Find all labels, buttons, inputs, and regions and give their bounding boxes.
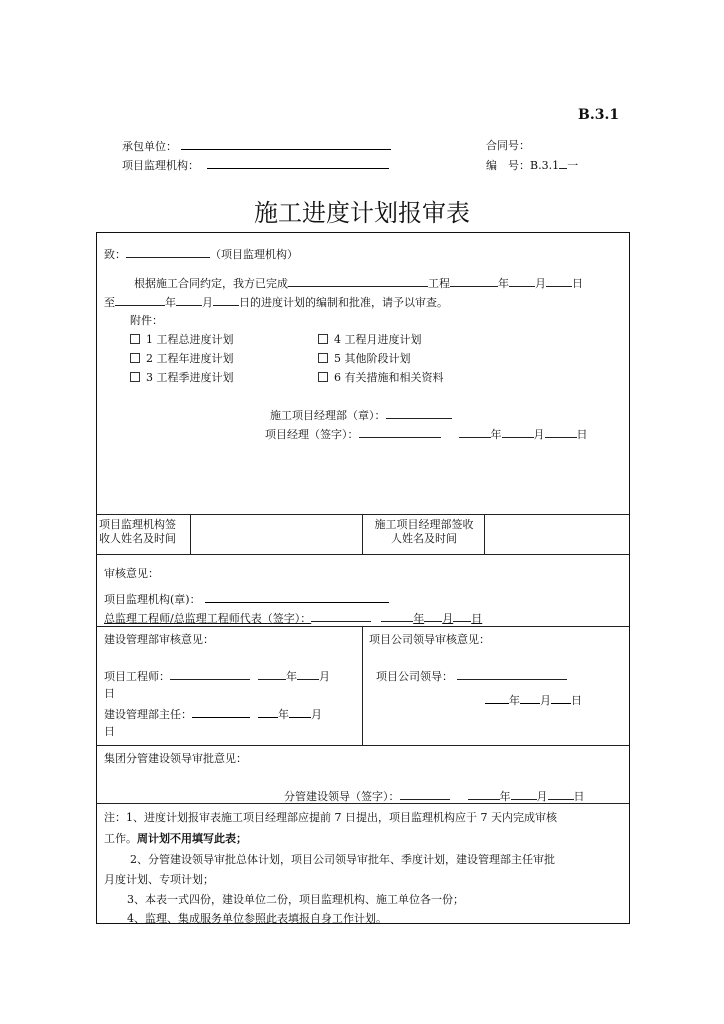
text: 月 [535, 277, 546, 290]
director-input[interactable] [192, 707, 250, 718]
attachment-2[interactable] [130, 352, 234, 366]
note-2: 2、分管建设领导审批总体计划，项目公司领导审批年、季度计划，建设管理部主任审批 [130, 853, 555, 866]
month-input[interactable] [297, 669, 319, 680]
note-3: 3、本表一式四份，建设单位二份，项目监理机构、施工单位各一份； [127, 893, 464, 906]
checkbox[interactable] [318, 334, 328, 344]
text: 月 [319, 670, 330, 683]
mgmt-label: 建设管理部审核意见： [104, 633, 214, 646]
serial-blank[interactable] [559, 158, 567, 169]
attachment-4[interactable] [318, 333, 422, 347]
text: 施工项目经理部签收 [374, 518, 474, 531]
group-label: 集团分管建设领导审批意见： [104, 752, 247, 765]
text: 项目监理机构签 [99, 518, 176, 531]
month-input[interactable] [511, 789, 537, 800]
serial-value: B.3.1 [530, 159, 560, 172]
attachment-3[interactable] [130, 371, 234, 385]
divider [190, 514, 191, 554]
note-bold: 周计划不用填写此表； [137, 832, 247, 845]
page-title: 施工进度计划报审表 [254, 199, 470, 227]
attachment-label: 3 工程季进度计划 [146, 371, 234, 384]
month-input[interactable] [502, 427, 534, 438]
company-label: 项目公司领导审核意见： [369, 633, 490, 646]
to-line [104, 247, 298, 262]
dept-seal-line [270, 408, 452, 423]
month-input[interactable] [520, 693, 540, 704]
year-input[interactable] [468, 789, 500, 800]
attachment-5[interactable] [318, 352, 411, 366]
checkbox[interactable] [318, 372, 328, 382]
text: 项目工程师： [104, 670, 170, 683]
text: 日 [471, 612, 483, 625]
supervisor-receipt-input[interactable] [193, 516, 361, 553]
text: 月 [202, 296, 213, 309]
text: 日 [571, 694, 582, 707]
review-label: 审核意见： [104, 567, 159, 580]
chief-sign-input[interactable] [311, 611, 371, 622]
text: 日 [576, 428, 588, 441]
year-input[interactable] [485, 693, 509, 704]
text: 年 [490, 428, 502, 441]
attachment-label: 2 工程年进度计划 [146, 352, 234, 365]
pm-sign-input[interactable] [359, 427, 441, 438]
text: 日 [572, 277, 583, 290]
checkbox[interactable] [130, 372, 140, 382]
checkbox[interactable] [130, 334, 140, 344]
text: 年 [413, 612, 425, 625]
text: 年 [286, 670, 297, 683]
attachment-label: 1 工程总进度计划 [146, 333, 234, 346]
text: 施工项目经理部（章）： [270, 409, 386, 422]
start-year-input[interactable] [450, 276, 498, 287]
day-input[interactable] [551, 693, 571, 704]
text: 项目监理机构(章)： [104, 593, 201, 606]
checkbox[interactable] [318, 353, 328, 363]
leader-line [376, 669, 567, 684]
contractor-input[interactable] [181, 139, 391, 150]
to-input[interactable] [126, 247, 210, 258]
director-day: 日 [104, 725, 115, 738]
engineer-line [104, 669, 330, 684]
text: 日 [573, 790, 585, 803]
attachment-1[interactable] [130, 333, 234, 347]
text: 年 [165, 296, 176, 309]
receipt-right-label [365, 518, 483, 546]
supervisor-label: 项目监理机构： [122, 159, 199, 172]
pm-sign-line [265, 427, 588, 442]
divider [484, 514, 485, 554]
text: 月 [442, 612, 454, 625]
text: 日的进度计划的编制和批准，请予以审查。 [239, 296, 448, 309]
checkbox[interactable] [130, 353, 140, 363]
contractor-receipt-input[interactable] [486, 516, 626, 553]
leader-date [485, 693, 582, 708]
text: 月 [536, 790, 548, 803]
day-input[interactable] [453, 611, 471, 622]
text: 月 [533, 428, 545, 441]
divider [96, 745, 629, 746]
text: 根据施工合同约定，我方已完成 [134, 277, 288, 290]
text: 总监理工程师/总监理工程师代表（签字）： [104, 612, 312, 625]
engineer-day: 日 [104, 687, 115, 700]
attachment-6[interactable] [318, 371, 444, 385]
chief-sign-line [104, 611, 482, 626]
year-input[interactable] [258, 669, 286, 680]
end-month-input[interactable] [176, 295, 202, 306]
director-line [104, 707, 322, 722]
text: 项目经理（签字）： [265, 428, 359, 441]
review-seal-input[interactable] [205, 592, 389, 603]
text: 工作。 [104, 832, 137, 845]
end-year-input[interactable] [115, 295, 165, 306]
form-code: B.3.1 [578, 107, 620, 123]
text: 收人姓名及时间 [99, 532, 176, 545]
attachments-label: 附件： [130, 314, 163, 327]
review-seal-line [104, 592, 389, 607]
group-sign-line [284, 789, 585, 804]
day-input[interactable] [548, 789, 574, 800]
text: 月 [311, 708, 322, 721]
divider [362, 626, 363, 745]
text: 项目公司领导： [376, 670, 453, 683]
note-1-cont [104, 832, 247, 846]
supervisor-input[interactable] [207, 158, 389, 169]
contractor-label: 承包单位： [122, 140, 177, 153]
divider [362, 514, 363, 554]
text: 年 [498, 277, 509, 290]
attachment-label: 6 有关措施和相关资料 [334, 371, 444, 384]
leader-input[interactable] [457, 669, 567, 680]
contract-no-label: 合同号： [486, 139, 530, 152]
project-input[interactable] [288, 276, 428, 287]
text: 至 [104, 296, 115, 309]
paragraph-line2 [104, 295, 448, 310]
note-4: 4、监理、集成服务单位参照此表填报自身工作计划。 [127, 912, 387, 925]
text: 年 [499, 790, 511, 803]
serial-suffix: 一 [567, 159, 579, 172]
supervisor-field [122, 158, 389, 173]
start-day-input[interactable] [546, 276, 572, 287]
month-input[interactable] [289, 707, 311, 718]
text: 月 [540, 694, 551, 707]
receipt-left-label [99, 518, 176, 546]
engineer-input[interactable] [170, 669, 250, 680]
to-suffix: （项目监理机构） [210, 248, 298, 261]
text: 年 [278, 708, 289, 721]
month-input[interactable] [424, 611, 442, 622]
attachment-label: 4 工程月进度计划 [334, 333, 422, 346]
text: 建设管理部主任： [104, 708, 192, 721]
contractor-field [122, 139, 391, 154]
start-month-input[interactable] [509, 276, 535, 287]
text: 人姓名及时间 [391, 532, 457, 545]
serial-label: 编 号： [486, 159, 530, 172]
text: 工程 [428, 277, 450, 290]
year-input[interactable] [258, 707, 278, 718]
note-1: 注：1、进度计划报审表施工项目经理部应提前 7 日提出，项目监理机构应于 7 天内完成审核 [104, 811, 557, 824]
day-input[interactable] [545, 427, 577, 438]
paragraph-line1 [134, 276, 583, 291]
text: 年 [509, 694, 520, 707]
divider [96, 554, 629, 555]
serial-field [486, 158, 578, 173]
to-label: 致： [104, 248, 126, 261]
group-sign-input[interactable] [400, 789, 450, 800]
year-input[interactable] [381, 611, 413, 622]
dept-seal-input[interactable] [386, 408, 452, 419]
text: 分管建设领导（签字）： [284, 790, 400, 803]
note-2-cont: 月度计划、专项计划； [104, 873, 214, 886]
end-day-input[interactable] [213, 295, 239, 306]
attachment-label: 5 其他阶段计划 [334, 352, 411, 365]
year-input[interactable] [459, 427, 491, 438]
